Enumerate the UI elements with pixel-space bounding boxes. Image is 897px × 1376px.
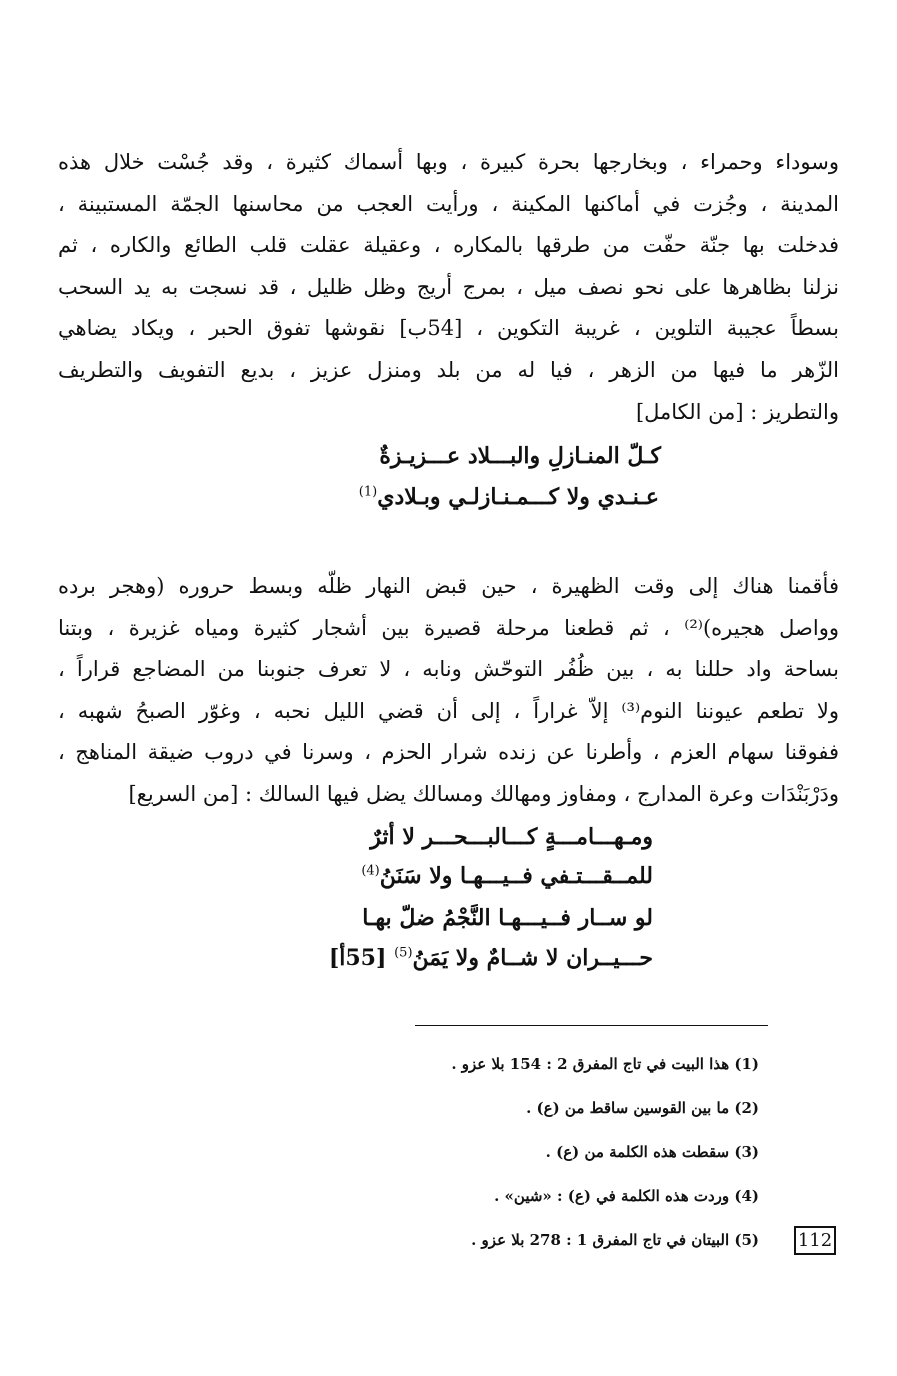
text-line: المدينة ، وجُزت في أماكنها المكينة ، ورأيت العجب من محاسنها الجمّة المستبينة ، bbox=[58, 191, 839, 216]
verse-2-line-2 bbox=[361, 863, 653, 889]
text-line: وواصل هجيره)⁽²⁾ ، ثم قطعنا مرحلة قصيرة بين أشجار كثيرة ومياه غزيرة ، وبتنا bbox=[58, 615, 840, 640]
text-line: ودَرْبَنْدَات وعرة المدارج ، ومفاوز ومهالك ومسالك يضل فيها السالك : [من السريع] bbox=[128, 781, 839, 806]
footnote-item: (1) هذا البيت في تاج المفرق 2 : 154 بلا عزو . bbox=[451, 1055, 759, 1073]
footnote-ref-5: (5) bbox=[394, 945, 413, 961]
verse-2-line-3: لو ســار فــيـــهـا النَّجْمُ ضلّ بهـا bbox=[362, 905, 653, 931]
text-line: بساحة واد حللنا به ، بين ظُفُر التوحّش ونابه ، لا تعرف جنوبنا من المضاجع قراراً ، bbox=[58, 657, 839, 682]
footnotes-list bbox=[299, 1042, 759, 1262]
verse-2-line-1: ومـهـــامـــةٍ كـــالبـــحـــر لا أثرٌ bbox=[370, 824, 653, 850]
footnote-ref-1: (1) bbox=[358, 484, 378, 500]
footnote-item: (3) سقطت هذه الكلمة من (ع) . bbox=[545, 1143, 759, 1161]
footnote-item: (5) البيتان في تاج المفرق 1 : 278 بلا عزو . bbox=[471, 1231, 759, 1249]
paragraph-1 bbox=[58, 142, 839, 433]
manuscript-folio-marker: [55أ] bbox=[328, 945, 387, 971]
text-line: الزّهر ما فيها من الزهر ، فيا له من بلد ومنزل عزيز ، بديع التفويف والتطريف bbox=[58, 357, 839, 382]
page-number: 112 bbox=[794, 1226, 836, 1255]
verse-text: عـنـدي ولا كـــمـنـازلـي وبـلادي bbox=[377, 484, 659, 510]
text-line: فدخلت بها جنّة حفّت من طرقها بالمكاره ، وعقيلة عقلت قلب الطائع والكاره ، ثم bbox=[58, 233, 839, 258]
footnote-separator bbox=[415, 1025, 768, 1026]
footnote-item: (4) وردت هذه الكلمة في (ع) : «شين» . bbox=[494, 1187, 759, 1205]
footnote-ref-4: (4) bbox=[361, 863, 380, 879]
verse-text: حـــيــران لا شــامٌ ولا يَمَنُ bbox=[412, 945, 653, 971]
paragraph-2 bbox=[58, 566, 839, 816]
verse-1-hemistich-2 bbox=[359, 484, 659, 510]
verse-text: للمــقـــتـفي فــيـــهـا ولا سَنَنُ bbox=[379, 863, 653, 889]
text-line: وسوداء وحمراء ، وبخارجها بحرة كبيرة ، وبها أسماك كثيرة ، وقد جُسْت خلال هذه bbox=[58, 150, 839, 174]
text-line: فأقمنا هناك إلى وقت الظهيرة ، حين قبض النهار ظلّه وبسط حروره (وهجر برده bbox=[58, 574, 839, 598]
text-line: ولا تطعم عيوننا النوم⁽³⁾ إلاّ غراراً ، إلى أن قضي الليل نحبه ، وغوّر الصبحُ شهبه ، bbox=[58, 698, 839, 723]
text-line: بسطاً عجيبة التلوين ، غريبة التكوين ، [54ب] نقوشها تفوق الحبر ، ويكاد يضاهي bbox=[58, 316, 839, 341]
footnote-item: (2) ما بين القوسين ساقط من (ع) . bbox=[526, 1099, 759, 1117]
text-line: والتطريز : [من الكامل] bbox=[635, 399, 839, 424]
text-line: ففوقنا سهام العزم ، وأطرنا عن زنده شرار الحزم ، وسرنا في دروب ضيقة المناهج ، bbox=[58, 740, 839, 765]
verse-1-hemistich-1: كـلّ المنـازلِ والبـــلاد عـــزيـزةٌ bbox=[379, 443, 661, 469]
verse-2-line-4 bbox=[329, 945, 653, 971]
text-line: نزلنا بظاهرها على نحو نصف ميل ، بمرج أريج وظل ظليل ، قد نسجت به يد السحب bbox=[58, 274, 839, 299]
